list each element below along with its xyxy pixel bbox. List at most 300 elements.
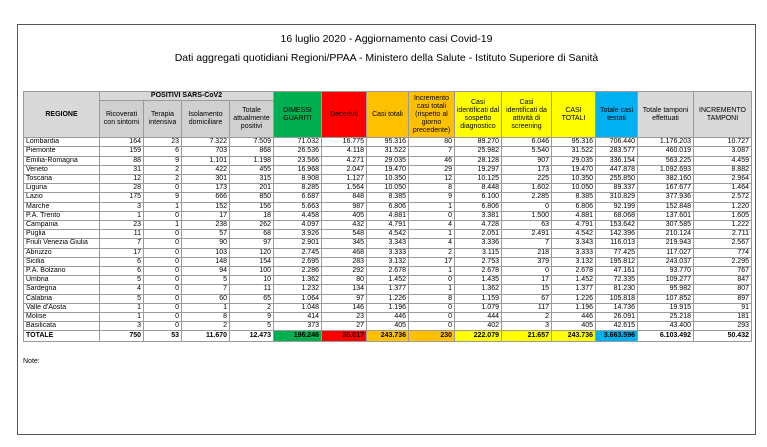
cell-incremento-tamponi: 293 [694, 322, 752, 331]
cell-regione: Umbria [24, 276, 100, 285]
cell-casi-testati: 14.736 [596, 303, 638, 312]
cell-casi-screening: 67 [502, 294, 552, 303]
cell-casi-sospetto: 25.982 [455, 147, 502, 156]
cell-isolamento: 703 [182, 147, 230, 156]
cell-deceduti: 4.118 [322, 147, 367, 156]
cell-casi-screening: 2.491 [502, 230, 552, 239]
cell-terapia-intensiva: 1 [144, 221, 182, 230]
cell-casi-testati: 81.230 [596, 285, 638, 294]
table-row [24, 303, 752, 312]
cell-deceduti: 405 [322, 211, 367, 220]
cell-deceduti: 35.017 [322, 331, 367, 342]
cell-casi-testati: 153.642 [596, 221, 638, 230]
cell-tamponi: 210.124 [638, 230, 694, 239]
cell-totale-positivi: 68 [230, 230, 274, 239]
cell-casi-sospetto: 3.115 [455, 248, 502, 257]
cell-incremento-tamponi: 1.222 [694, 221, 752, 230]
cell-casi-screening: 218 [502, 248, 552, 257]
note-label: Note: [23, 358, 40, 365]
cell-terapia-intensiva: 0 [144, 276, 182, 285]
cell-dimessi-guariti: 1.048 [274, 303, 322, 312]
report-date-title: 16 luglio 2020 - Aggiornamento casi Covid-19 [280, 33, 493, 45]
cell-casi-totali-2: 4.881 [552, 211, 596, 220]
cell-incremento-tamponi: 2.295 [694, 257, 752, 266]
cell-deceduti: 848 [322, 193, 367, 202]
cell-casi-testati: 283.577 [596, 147, 638, 156]
cell-totale-positivi: 2 [230, 303, 274, 312]
cell-dimessi-guariti: 373 [274, 322, 322, 331]
cell-casi-totali: 10.050 [367, 184, 409, 193]
cell-tamponi: 19.915 [638, 303, 694, 312]
cell-casi-sospetto: 19.297 [455, 165, 502, 174]
cell-tamponi: 117.027 [638, 248, 694, 257]
cell-totale-positivi: 5 [230, 322, 274, 331]
cell-casi-testati: 92.199 [596, 202, 638, 211]
cell-casi-screening: 2.285 [502, 193, 552, 202]
cell-isolamento: 11.670 [182, 331, 230, 342]
cell-isolamento: 1.101 [182, 156, 230, 165]
cell-casi-sospetto: 1.079 [455, 303, 502, 312]
cell-isolamento: 17 [182, 211, 230, 220]
table-body [24, 138, 752, 342]
cell-incremento-tamponi: 91 [694, 303, 752, 312]
header-isolamento-domiciliare: Isolamento domiciliare [182, 101, 230, 138]
cell-casi-totali: 3.333 [367, 248, 409, 257]
cell-casi-totali-2: 8.385 [552, 193, 596, 202]
cell-regione: Emilia-Romagna [24, 156, 100, 165]
total-row [24, 331, 752, 342]
cell-casi-totali: 4.542 [367, 230, 409, 239]
cell-ricoverati: 5 [100, 294, 144, 303]
cell-incremento-casi: 29 [409, 165, 455, 174]
cell-deceduti: 1.564 [322, 184, 367, 193]
cell-terapia-intensiva: 0 [144, 184, 182, 193]
cell-incremento-tamponi: 50.432 [694, 331, 752, 342]
cell-casi-totali: 31.522 [367, 147, 409, 156]
cell-tamponi: 563.225 [638, 156, 694, 165]
cell-incremento-casi: 17 [409, 257, 455, 266]
cell-terapia-intensiva: 0 [144, 230, 182, 239]
cell-incremento-casi: 1 [409, 285, 455, 294]
cell-totale-positivi: 315 [230, 175, 274, 184]
cell-incremento-casi: 1 [409, 202, 455, 211]
cell-isolamento: 90 [182, 239, 230, 248]
cell-dimessi-guariti: 71.032 [274, 138, 322, 147]
cell-casi-testati: 89.337 [596, 184, 638, 193]
cell-ricoverati: 88 [100, 156, 144, 165]
cell-dimessi-guariti: 26.536 [274, 147, 322, 156]
cell-isolamento: 7 [182, 285, 230, 294]
cell-totale-positivi: 868 [230, 147, 274, 156]
cell-casi-testati: 336.154 [596, 156, 638, 165]
cell-ricoverati: 17 [100, 248, 144, 257]
cell-casi-totali: 4.791 [367, 221, 409, 230]
cell-casi-screening: 7 [502, 239, 552, 248]
cell-casi-screening: 907 [502, 156, 552, 165]
cell-casi-totali-2: 243.736 [552, 331, 596, 342]
cell-deceduti: 97 [322, 294, 367, 303]
cell-regione: Veneto [24, 165, 100, 174]
cell-regione: Basilicata [24, 322, 100, 331]
cell-casi-sospetto: 3.336 [455, 239, 502, 248]
cell-casi-sospetto: 222.079 [455, 331, 502, 342]
cell-terapia-intensiva: 9 [144, 193, 182, 202]
table-row [24, 267, 752, 276]
cell-casi-totali-2: 10.350 [552, 175, 596, 184]
cell-dimessi-guariti: 5.663 [274, 202, 322, 211]
table-row [24, 147, 752, 156]
cell-totale-positivi: 18 [230, 211, 274, 220]
cell-casi-testati: 68.068 [596, 211, 638, 220]
covid-regions-table [23, 91, 752, 342]
table-row [24, 322, 752, 331]
cell-incremento-tamponi: 3.087 [694, 147, 752, 156]
cell-casi-totali: 6.806 [367, 202, 409, 211]
table-row [24, 239, 752, 248]
cell-terapia-intensiva: 0 [144, 313, 182, 322]
cell-dimessi-guariti: 1.362 [274, 276, 322, 285]
cell-casi-screening: 0 [502, 267, 552, 276]
table-row [24, 165, 752, 174]
table-row [24, 230, 752, 239]
cell-casi-sospetto: 402 [455, 322, 502, 331]
cell-casi-sospetto: 6.806 [455, 202, 502, 211]
cell-incremento-tamponi: 8.882 [694, 165, 752, 174]
cell-casi-totali: 405 [367, 322, 409, 331]
cell-totale-positivi: 11 [230, 285, 274, 294]
cell-tamponi: 307.585 [638, 221, 694, 230]
cell-casi-totali-2: 19.470 [552, 165, 596, 174]
cell-incremento-casi: 0 [409, 211, 455, 220]
header-incremento-tamponi: INCREMENTO TAMPONI [694, 92, 752, 138]
cell-ricoverati: 6 [100, 267, 144, 276]
cell-dimessi-guariti: 8.908 [274, 175, 322, 184]
cell-tamponi: 107.852 [638, 294, 694, 303]
table-row [24, 138, 752, 147]
cell-incremento-tamponi: 2.572 [694, 193, 752, 202]
cell-incremento-tamponi: 807 [694, 285, 752, 294]
cell-dimessi-guariti: 1.232 [274, 285, 322, 294]
cell-totale-positivi: 455 [230, 165, 274, 174]
cell-incremento-casi: 46 [409, 156, 455, 165]
table-row [24, 313, 752, 322]
cell-totale-positivi: 1.198 [230, 156, 274, 165]
cell-totale-positivi: 65 [230, 294, 274, 303]
cell-isolamento: 1 [182, 303, 230, 312]
cell-totale-positivi: 12.473 [230, 331, 274, 342]
cell-casi-sospetto: 8.448 [455, 184, 502, 193]
cell-casi-totali: 243.736 [367, 331, 409, 342]
cell-regione: Abruzzo [24, 248, 100, 257]
table-row [24, 294, 752, 303]
cell-casi-totali: 446 [367, 313, 409, 322]
cell-isolamento: 57 [182, 230, 230, 239]
cell-casi-totali-2: 1.226 [552, 294, 596, 303]
cell-casi-testati: 706.440 [596, 138, 638, 147]
cell-ricoverati: 7 [100, 239, 144, 248]
cell-tamponi: 1.176.203 [638, 138, 694, 147]
cell-incremento-casi: 0 [409, 276, 455, 285]
cell-regione: Calabria [24, 294, 100, 303]
header-regione: REGIONE [24, 92, 100, 138]
cell-deceduti: 23 [322, 313, 367, 322]
cell-deceduti: 80 [322, 276, 367, 285]
cell-casi-totali-2: 4.542 [552, 230, 596, 239]
cell-casi-testati: 72.335 [596, 276, 638, 285]
table-row [24, 211, 752, 220]
cell-dimessi-guariti: 2.695 [274, 257, 322, 266]
cell-terapia-intensiva: 0 [144, 239, 182, 248]
cell-incremento-casi: 0 [409, 322, 455, 331]
cell-casi-sospetto: 444 [455, 313, 502, 322]
cell-casi-totali: 10.350 [367, 175, 409, 184]
cell-ricoverati: 4 [100, 285, 144, 294]
cell-casi-sospetto: 4.728 [455, 221, 502, 230]
cell-casi-screening: 6.046 [502, 138, 552, 147]
cell-casi-screening: 2 [502, 313, 552, 322]
cell-incremento-casi: 2 [409, 248, 455, 257]
cell-incremento-casi: 80 [409, 138, 455, 147]
cell-ricoverati: 5 [100, 276, 144, 285]
header-positivi-group: POSITIVI SARS-CoV2 [100, 92, 274, 101]
cell-terapia-intensiva: 9 [144, 156, 182, 165]
cell-deceduti: 292 [322, 267, 367, 276]
cell-deceduti: 987 [322, 202, 367, 211]
cell-casi-totali-2: 1.196 [552, 303, 596, 312]
cell-casi-totali: 3.343 [367, 239, 409, 248]
cell-regione: Piemonte [24, 147, 100, 156]
cell-regione: P.A. Trento [24, 211, 100, 220]
cell-dimessi-guariti: 4.097 [274, 221, 322, 230]
header-totale-positivi: Totale attualmente positivi [230, 101, 274, 138]
cell-dimessi-guariti: 23.566 [274, 156, 322, 165]
cell-casi-testati: 310.829 [596, 193, 638, 202]
cell-casi-screening: 225 [502, 175, 552, 184]
cell-deceduti: 468 [322, 248, 367, 257]
cell-isolamento: 301 [182, 175, 230, 184]
cell-casi-totali: 3.132 [367, 257, 409, 266]
cell-casi-sospetto: 1.362 [455, 285, 502, 294]
cell-terapia-intensiva: 0 [144, 257, 182, 266]
cell-casi-testati: 77.425 [596, 248, 638, 257]
cell-tamponi: 43.400 [638, 322, 694, 331]
cell-ricoverati: 750 [100, 331, 144, 342]
cell-casi-testati: 195.812 [596, 257, 638, 266]
cell-casi-totali-2: 4.791 [552, 221, 596, 230]
cell-totale-positivi: 156 [230, 202, 274, 211]
cell-regione: Sicilia [24, 257, 100, 266]
cell-tamponi: 167.677 [638, 184, 694, 193]
table-row [24, 248, 752, 257]
cell-incremento-tamponi: 4.459 [694, 156, 752, 165]
cell-incremento-casi: 9 [409, 193, 455, 202]
cell-incremento-tamponi: 2.567 [694, 239, 752, 248]
cell-incremento-tamponi: 181 [694, 313, 752, 322]
cell-casi-testati: 116.013 [596, 239, 638, 248]
cell-ricoverati: 12 [100, 175, 144, 184]
cell-dimessi-guariti: 1.064 [274, 294, 322, 303]
cell-isolamento: 60 [182, 294, 230, 303]
cell-isolamento: 422 [182, 165, 230, 174]
cell-casi-totali: 2.678 [367, 267, 409, 276]
cell-casi-totali-2: 3.343 [552, 239, 596, 248]
cell-casi-sospetto: 2.678 [455, 267, 502, 276]
cell-dimessi-guariti: 6.687 [274, 193, 322, 202]
cell-tamponi: 93.770 [638, 267, 694, 276]
cell-tamponi: 1.092.693 [638, 165, 694, 174]
cell-terapia-intensiva: 0 [144, 211, 182, 220]
cell-casi-sospetto: 3.381 [455, 211, 502, 220]
cell-totale-positivi: 120 [230, 248, 274, 257]
cell-casi-totali-2: 1.452 [552, 276, 596, 285]
cell-ricoverati: 164 [100, 138, 144, 147]
cell-casi-totali: 1.377 [367, 285, 409, 294]
cell-casi-sospetto: 2.051 [455, 230, 502, 239]
cell-totale-positivi: 201 [230, 184, 274, 193]
cell-regione: Lazio [24, 193, 100, 202]
cell-casi-totali-2: 3.132 [552, 257, 596, 266]
cell-casi-totali: 8.385 [367, 193, 409, 202]
cell-regione: Marche [24, 202, 100, 211]
cell-ricoverati: 23 [100, 221, 144, 230]
cell-casi-screening: 21.657 [502, 331, 552, 342]
cell-incremento-casi: 1 [409, 267, 455, 276]
cell-tamponi: 377.936 [638, 193, 694, 202]
cell-incremento-casi: 8 [409, 294, 455, 303]
header-deceduti: Deceduti [322, 92, 367, 138]
cell-isolamento: 173 [182, 184, 230, 193]
table-row [24, 184, 752, 193]
cell-casi-screening: 117 [502, 303, 552, 312]
cell-casi-totali-2: 446 [552, 313, 596, 322]
cell-casi-testati: 26.091 [596, 313, 638, 322]
cell-deceduti: 345 [322, 239, 367, 248]
cell-incremento-casi: 0 [409, 313, 455, 322]
cell-terapia-intensiva: 6 [144, 147, 182, 156]
cell-totale-positivi: 9 [230, 313, 274, 322]
cell-casi-sospetto: 1.435 [455, 276, 502, 285]
cell-isolamento: 2 [182, 322, 230, 331]
report-subtitle: Dati aggregati quotidiani Regioni/PPAA - Ministero della Salute - Istituto Superiore di Sanità [174, 52, 599, 64]
cell-dimessi-guariti: 196.246 [274, 331, 322, 342]
cell-casi-screening: 5.540 [502, 147, 552, 156]
cell-terapia-intensiva: 53 [144, 331, 182, 342]
cell-regione: P.A. Bolzano [24, 267, 100, 276]
cell-incremento-tamponi: 774 [694, 248, 752, 257]
cell-tamponi: 137.601 [638, 211, 694, 220]
cell-isolamento: 94 [182, 267, 230, 276]
cell-casi-sospetto: 2.753 [455, 257, 502, 266]
cell-casi-testati: 105.818 [596, 294, 638, 303]
table-row [24, 156, 752, 165]
cell-ricoverati: 175 [100, 193, 144, 202]
cell-regione: Puglia [24, 230, 100, 239]
cell-casi-screening: 63 [502, 221, 552, 230]
header-casi-totali: Casi totali [367, 92, 409, 138]
cell-casi-totali: 1.196 [367, 303, 409, 312]
header-casi-totali-2: CASI TOTALI [552, 92, 596, 138]
cell-casi-testati: 142.396 [596, 230, 638, 239]
cell-casi-screening: 3 [502, 322, 552, 331]
cell-totale-positivi: 10 [230, 276, 274, 285]
cell-isolamento: 8 [182, 313, 230, 322]
table-row [24, 276, 752, 285]
cell-ricoverati: 1 [100, 313, 144, 322]
cell-deceduti: 27 [322, 322, 367, 331]
cell-ricoverati: 1 [100, 303, 144, 312]
cell-tamponi: 6.103.492 [638, 331, 694, 342]
cell-tamponi: 382.160 [638, 175, 694, 184]
cell-casi-totali-2: 95.316 [552, 138, 596, 147]
cell-regione: Valle d'Aosta [24, 303, 100, 312]
header-ricoverati: Ricoverati con sintomi [100, 101, 144, 138]
cell-regione: TOTALE [24, 331, 100, 342]
cell-isolamento: 5 [182, 276, 230, 285]
cell-incremento-casi: 4 [409, 221, 455, 230]
cell-deceduti: 283 [322, 257, 367, 266]
cell-casi-totali-2: 3.333 [552, 248, 596, 257]
cell-terapia-intensiva: 0 [144, 322, 182, 331]
cell-terapia-intensiva: 1 [144, 202, 182, 211]
cell-incremento-casi: 0 [409, 303, 455, 312]
cell-deceduti: 548 [322, 230, 367, 239]
header-totale-tamponi: Totale tamponi effettuati [638, 92, 694, 138]
cell-ricoverati: 28 [100, 184, 144, 193]
cell-tamponi: 152.848 [638, 202, 694, 211]
cell-incremento-tamponi: 1.220 [694, 202, 752, 211]
cell-dimessi-guariti: 414 [274, 313, 322, 322]
cell-casi-totali: 4.881 [367, 211, 409, 220]
cell-tamponi: 25.218 [638, 313, 694, 322]
cell-casi-sospetto: 10.125 [455, 175, 502, 184]
cell-terapia-intensiva: 0 [144, 248, 182, 257]
cell-regione: Sardegna [24, 285, 100, 294]
header-totale-casi-testati: Totale casi testati [596, 92, 638, 138]
cell-ricoverati: 3 [100, 322, 144, 331]
table-row [24, 285, 752, 294]
cell-tamponi: 460.019 [638, 147, 694, 156]
cell-deceduti: 146 [322, 303, 367, 312]
cell-casi-totali-2: 1.377 [552, 285, 596, 294]
table-row [24, 221, 752, 230]
cell-incremento-casi: 1 [409, 230, 455, 239]
cell-isolamento: 7.322 [182, 138, 230, 147]
cell-terapia-intensiva: 2 [144, 165, 182, 174]
cell-tamponi: 95.982 [638, 285, 694, 294]
cell-regione: Lombardia [24, 138, 100, 147]
cell-casi-totali: 95.316 [367, 138, 409, 147]
cell-deceduti: 4.271 [322, 156, 367, 165]
cell-deceduti: 2.047 [322, 165, 367, 174]
cell-regione: Campania [24, 221, 100, 230]
table-row [24, 175, 752, 184]
cell-casi-testati: 447.878 [596, 165, 638, 174]
cell-terapia-intensiva: 2 [144, 175, 182, 184]
cell-deceduti: 134 [322, 285, 367, 294]
cell-casi-totali: 29.035 [367, 156, 409, 165]
cell-regione: Friuli Venezia Giulia [24, 239, 100, 248]
cell-casi-sospetto: 6.100 [455, 193, 502, 202]
cell-casi-totali: 1.452 [367, 276, 409, 285]
cell-incremento-tamponi: 897 [694, 294, 752, 303]
cell-casi-totali: 19.470 [367, 165, 409, 174]
cell-casi-testati: 42.615 [596, 322, 638, 331]
cell-casi-totali-2: 29.035 [552, 156, 596, 165]
header-casi-screening: Casi identificati da attività di screening [502, 92, 552, 138]
cell-deceduti: 16.775 [322, 138, 367, 147]
cell-casi-screening: 173 [502, 165, 552, 174]
cell-casi-screening: 1.500 [502, 211, 552, 220]
